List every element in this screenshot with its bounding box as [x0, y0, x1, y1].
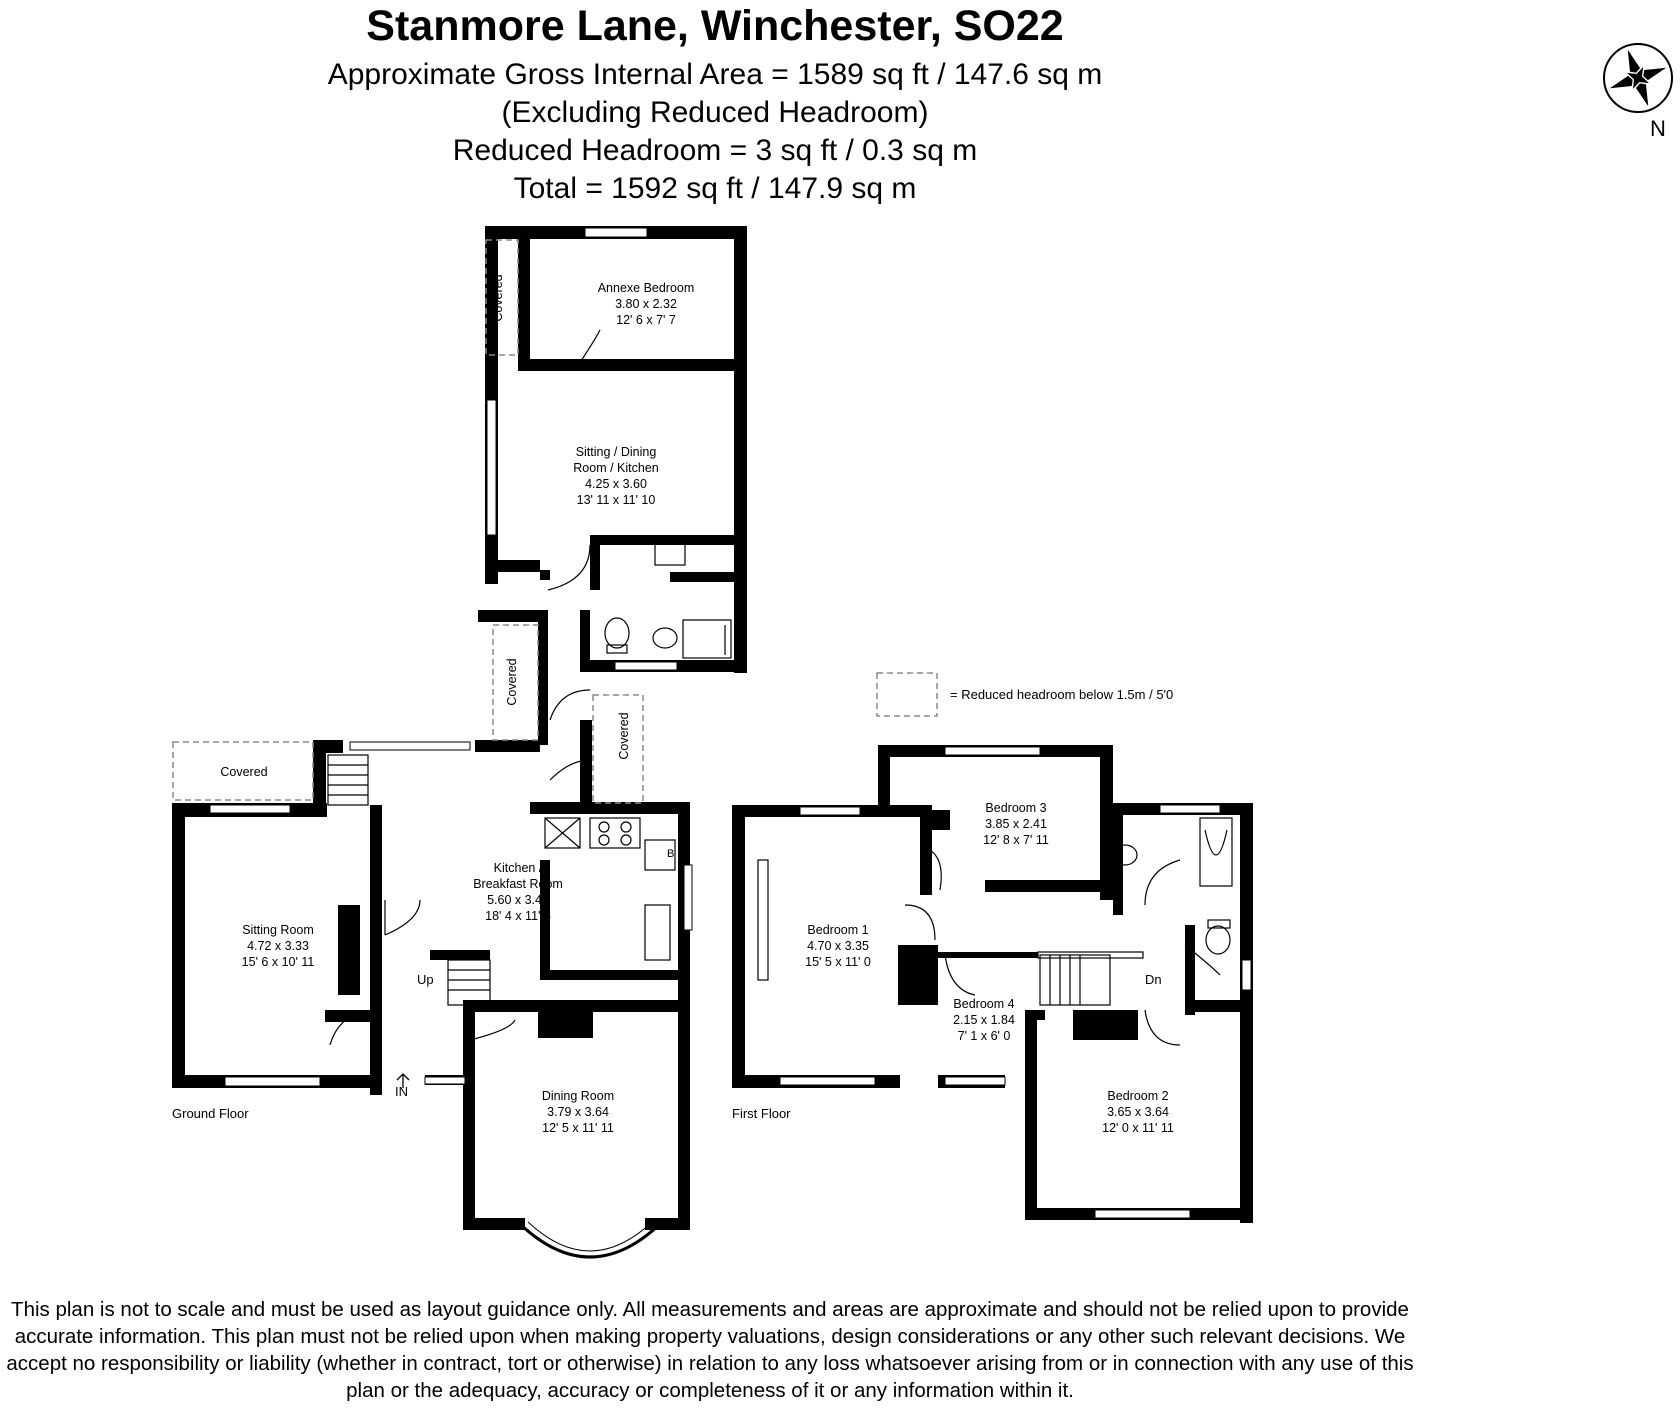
- kitchen-imperial: 18' 4 x 11' 5: [485, 909, 551, 923]
- covered-outlines: [173, 240, 643, 803]
- bedroom-1-imperial: 15' 5 x 11' 0: [805, 955, 871, 969]
- sitting-dining-name-1: Sitting / Dining: [575, 445, 657, 459]
- reduced-headroom-legend: = Reduced headroom below 1.5m / 5'0: [950, 687, 1174, 702]
- dining-room-imperial: 12' 5 x 11' 11: [542, 1121, 614, 1135]
- bedroom-4-name: Bedroom 4: [953, 997, 1015, 1011]
- first-floor-label: First Floor: [732, 1106, 791, 1121]
- excluding-line: (Excluding Reduced Headroom): [501, 96, 929, 129]
- kitchen-metric: 5.60 x 3.48: [487, 893, 549, 907]
- bedroom-3-name: Bedroom 3: [985, 801, 1047, 815]
- total-area-line: Total = 1592 sq ft / 147.9 sq m: [513, 172, 917, 205]
- dining-room-name: Dining Room: [541, 1089, 615, 1103]
- boiler-label: B: [667, 848, 675, 860]
- sitting-dining-name-2: Room / Kitchen: [573, 461, 659, 475]
- annexe-bedroom-name: Annexe Bedroom: [597, 281, 695, 295]
- sitting-dining-metric: 4.25 x 3.60: [585, 477, 647, 491]
- ground-floor-label: Ground Floor: [172, 1106, 249, 1121]
- disclaimer-text: This plan is not to scale and must be used as layout guidance only. All measurements and areas are approximate and should not be relied upon to provide accurate information. This plan must not be relied upon when making property valuations, design considerations or any other such relevant decisions. We accept no responsibility or liability (whether in contract, tort or otherwise) in relation to any loss whatsoever arising from or in connection with any use of this plan or the adequacy, accuracy or completeness of it or any information within it.: [6, 1298, 1414, 1402]
- sitting-room-imperial: 15' 6 x 10' 11: [241, 955, 315, 969]
- bedroom-4-imperial: 7' 1 x 6' 0: [957, 1029, 1011, 1043]
- kitchen-name-2: Breakfast Room: [473, 877, 563, 891]
- covered-label-passage: Covered: [505, 658, 519, 706]
- gross-area-line: Approximate Gross Internal Area = 1589 sq ft / 147.6 sq m: [327, 58, 1103, 91]
- sitting-room-name: Sitting Room: [242, 923, 314, 937]
- bedroom-2-metric: 3.65 x 3.64: [1107, 1105, 1169, 1119]
- bedroom-3-metric: 3.85 x 2.41: [985, 817, 1047, 831]
- plan-title: Stanmore Lane, Winchester, SO22: [366, 2, 1064, 50]
- entrance-label: IN: [395, 1084, 408, 1099]
- kitchen-name-1: Kitchen /: [493, 861, 543, 875]
- bedroom-2-imperial: 12' 0 x 11' 11: [1102, 1121, 1174, 1135]
- reduced-headroom-swatch: [877, 673, 937, 716]
- covered-label-annexe: Covered: [491, 274, 505, 322]
- stairs-down-label: Dn: [1145, 972, 1162, 987]
- bedroom-2-name: Bedroom 2: [1107, 1089, 1169, 1103]
- covered-label-sitting: Covered: [220, 765, 268, 779]
- bedroom-1-name: Bedroom 1: [807, 923, 869, 937]
- dining-room-metric: 3.79 x 3.64: [547, 1105, 609, 1119]
- stairs-up-label: Up: [417, 972, 434, 987]
- sitting-dining-imperial: 13' 11 x 11' 10: [576, 493, 656, 507]
- reduced-headroom-line: Reduced Headroom = 3 sq ft / 0.3 sq m: [452, 134, 978, 167]
- covered-label-side: Covered: [617, 712, 631, 760]
- bedroom-1-metric: 4.70 x 3.35: [807, 939, 869, 953]
- annexe-bedroom-imperial: 12' 6 x 7' 7: [616, 313, 676, 327]
- annexe-bedroom-metric: 3.80 x 2.32: [615, 297, 677, 311]
- bedroom-3-imperial: 12' 8 x 7' 11: [983, 833, 1049, 847]
- sitting-room-metric: 4.72 x 3.33: [247, 939, 309, 953]
- bedroom-4-metric: 2.15 x 1.84: [953, 1013, 1015, 1027]
- north-label: N: [1650, 116, 1666, 140]
